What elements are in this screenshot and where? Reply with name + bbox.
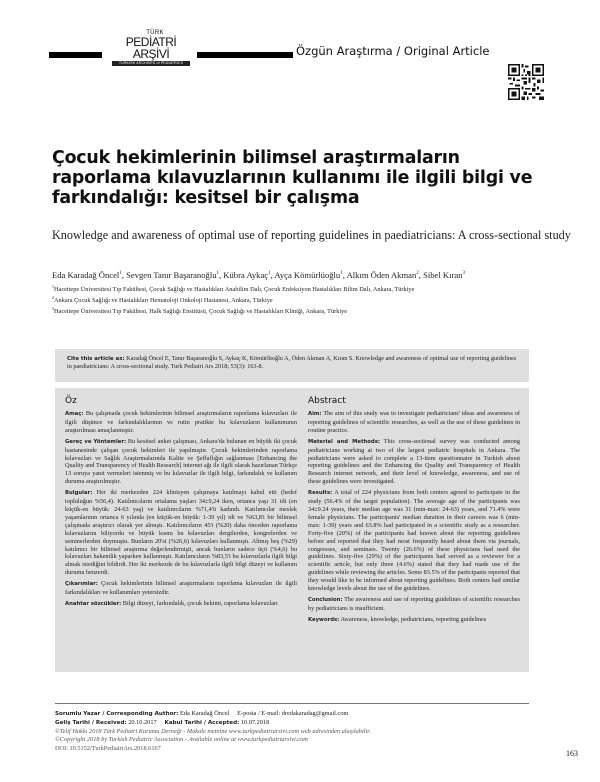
- affiliation-list: [52, 283, 582, 316]
- article-title-en: Knowledge and awareness of optimal use of reporting guidelines in paediatricians: A cross-sectional study: [52, 228, 571, 242]
- section-label: Amaç:: [65, 411, 84, 417]
- author-list: Eda Karadağ Öncel$^1$, Sevgen Tanır Başaranoğlu$^1$, Kübra Aykaç$^1$, Ayça Kömürlüoğlu$^1$, Alkım Öden Akman$^2$, Sibel Kıran$^3$: [52, 270, 465, 280]
- section-text: Bilgi düzeyi, farkındalık, çocuk hekimi, raporlama kılavuzları: [122, 599, 278, 607]
- doi-link[interactable]: DOI: 10.5152/TurkPediatriArs.2018.6167: [55, 745, 161, 753]
- author-affiliation-mark: 3: [462, 271, 465, 277]
- affiliation-number: 3: [52, 306, 54, 312]
- section-text: Her iki merkezden 224 klinisyen çalışmaya katılmayı kabul etti (hedef topluluğun %56,4). Katılımcıların ortalama yaşları 34±9,24 iken, ortanca yaşı 31 idi (en küçük-en büyük: 24-63 yaş) ve katılımcıların %71,4'ü kadındı. Katılımcılar meslek yaşamlarının ortanca 6 yılında (en küçük-en büyük: 1-39 yıl) idi ve %63,8'i bir bilimsel çalışmada araştırıcı olarak yer almıştı. Katılımcıların 45'i (%20) daha önceden raporlama kılavuzlarını biliyordu ve büyük kısmı bu kılavuzları dergilerden, kongrelerden ve seminerlerden duymuştu. Bunların 20'si (%26,6) kılavuzları kullanmıştı. Altmış beş (%29) katılımcı bir bilimsel araştırma değerlendirmişti, ancak bunların sadece üçü (%4,6) bu kılavuzları hakemlik yaparken kullanmıştı. Katılımcıların %83,5'i bu kılavuzlarla ilgili bilgi almak istediğini bildirdi. Her iki merkezde de bu kılavuzlarla ilgili bilgi düzeyi ve kullanım durumu benzerdi.: [65, 489, 297, 577]
- author: Alkım Öden Akman: [346, 270, 417, 280]
- corresponding-label: Sorumlu Yazar / Corresponding Author:: [55, 711, 179, 717]
- author-affiliation-mark: 2: [416, 271, 419, 277]
- author: Kübra Aykaç: [223, 270, 269, 280]
- logo-main-text: PEDİATRİ ARŞİVİ: [125, 35, 177, 61]
- email-label: E-posta / E-mail:: [237, 710, 281, 717]
- journal-logo: [112, 30, 190, 65]
- oz-section-cikarimlar: [65, 580, 297, 597]
- copyright-tr: ©Telif Hakkı 2018 Türk Pediatri Kurumu Derneği - Makale metnine www.turkpediatriarsivi.com web adresinden ulaşılabilir.: [55, 727, 371, 735]
- section-label: Bulgular:: [65, 490, 93, 497]
- abstract-section-results: [308, 489, 520, 593]
- section-label: Keywords:: [308, 616, 340, 623]
- oz-heading: Öz: [65, 396, 77, 406]
- oz-section-bulgular: [65, 489, 297, 577]
- affiliation: [52, 283, 582, 294]
- section-label: Material and Methods:: [308, 438, 380, 445]
- section-label: Aim:: [308, 411, 322, 417]
- author: Sibel Kıran: [423, 270, 463, 280]
- author: Ayça Kömürlüoğlu: [274, 270, 341, 280]
- citation-label: Cite this article as:: [67, 356, 125, 362]
- oz-section-anahtar: [65, 600, 297, 609]
- section-label: Results:: [308, 490, 333, 497]
- oz-section-amac: [65, 410, 297, 435]
- citation-box: [55, 349, 529, 382]
- qr-code-icon[interactable]: [508, 64, 544, 100]
- abstract-heading: Abstract: [308, 396, 346, 406]
- section-text: Bu kesitsel anket çalışması, Ankara'da bulunan en büyük iki çocuk hastanesinde çalışan çocuk hekimleri ile yapılmıştır. Çocuk hekimlerinden raporlama kılavuzları ve Sağlık Araştırmalarında Kalite ve Şeffaflığın sağlanması [Enhancing the Quality and Transparency of Health Research] internet ağı ile ilgili olarak hazırlanan Türkçe 13 soruya yanıt vermeleri istenmiş ve bu kılavuzlar ile ilgili bilgi, farkındalık ve kullanım durumu araştırılmıştır.: [65, 437, 298, 486]
- section-text: The awareness and use of reporting guidelines of scientific researches by pediatricians is insufficient.: [308, 595, 520, 612]
- corresponding-name: Eda Karadağ Öncel: [179, 710, 230, 717]
- article-title-tr: Çocuk hekimlerinin bilimsel araştırmaların raporlama kılavuzlarının kullanımı ile ilgili bilgi ve farkındalığı: kesitsel bir çalışma: [52, 148, 533, 208]
- affiliation-number: 2: [52, 295, 54, 301]
- email-link[interactable]: dredakaradag@gmail.com: [281, 710, 349, 717]
- section-label: Gereç ve Yöntemler:: [65, 438, 127, 445]
- author-affiliation-mark: 1: [268, 271, 271, 277]
- header-rule-left: [49, 52, 102, 58]
- affiliation-text: Ankara Çocuk Sağlığı ve Hastalıkları Hematoloji Onkoloji Hastanesi, Ankara, Türkiye: [54, 297, 273, 305]
- copyright-en: ©Copyright 2018 by Turkish Pediatric Association - Available online at www.turkpediatriarsivi.com: [55, 736, 308, 744]
- affiliation: [52, 294, 582, 305]
- section-text: The aim of this study was to investigate pediatricians' ideas and awareness of reporting guidelines of scientific researches, as well as the use of these guidelines in routine practice.: [308, 410, 520, 434]
- accepted-label: Kabul Tarihi / Accepted:: [164, 719, 240, 726]
- section-text: Awareness, knowledge, pediatricians, reporting guidelines: [340, 615, 487, 623]
- received-date: 20.10.2017: [128, 718, 157, 726]
- article-type-label: Özgün Araştırma / Original Article: [296, 44, 490, 58]
- abstract-section-methods: [308, 438, 520, 486]
- abstract-column: [308, 396, 520, 628]
- header-rule-mid: [197, 52, 293, 58]
- section-label: Conclusion:: [308, 596, 343, 603]
- corresponding-line: [55, 710, 535, 719]
- affiliation-text: Hacettepe Üniversitesi Tıp Fakültesi, Halk Sağlığı Enstitüsü, Çocuk Sağlığı ve Hastalıkları Kliniği, Ankara, Türkiye: [54, 308, 348, 316]
- abstract-section-conclusion: [308, 596, 520, 613]
- section-text: Çocuk hekimlerinin bilimsel araştırmaların raporlama kılavuzları ile ilgili farkındalıkları ve kullanımları yetersizdir.: [65, 580, 298, 597]
- article-footer: [55, 710, 535, 754]
- page-number: 163: [566, 749, 578, 758]
- section-text: A total of 224 physicians from both centers agreed to participate in the study (56.4% of the target population). The average age of the participants was 34±9.24 years, their median age was 31 (min-max: 24-63) years, and 71.4% were female physicians. The participants' median duration in their careers was 6 (min-max: 1-39) years and 63.8% had participated in a scientific study as a researcher. Forty-five (20%) of the participants had known about the reporting guidelines before and reported that they had most frequently heard about them via journals, congresses, and seminars. Twenty (26.6%) of these physicians had used the guidelines. Sixty-five (29%) of the participants had served as a reviewer for a scientific article, but only three (4.6%) stated that they had made use of the guidelines while reviewing the articles. Some 83.5% of the participants reported that they would like to be informed about reporting guidelines. Both centers had similar knowledge levels about the use of the guidelines.: [308, 489, 521, 593]
- footer-divider: [55, 703, 529, 704]
- section-label: Çıkarımlar:: [65, 581, 98, 588]
- author-affiliation-mark: 1: [340, 271, 343, 277]
- author: Eda Karadağ Öncel: [52, 270, 120, 280]
- section-label: Anahtar sözcükler:: [65, 600, 122, 607]
- dates-line: [55, 719, 535, 728]
- oz-column: [65, 396, 297, 612]
- affiliation: [52, 305, 582, 316]
- citation-text: Karadağ Öncel E, Tanır Başaranoğlu S, Aykaç K, Kömürlüoğlu A, Öden Akman A, Kıran S. Knowledge and awareness of optimal use of reporting guidelines in paediatricians: A cross-sectional study. Turk Pediatri Ars 2018; 53(3): 163-8.: [67, 355, 517, 371]
- section-text: Bu çalışmada çocuk hekimlerinin bilimsel araştırmaların raporlama kılavuzları ile ilgili düşünce ve farkındalıklarının ve rutin pratikte bu kılavuzların kullanımının araştırılması amaçlanmıştır.: [65, 410, 298, 434]
- author-affiliation-mark: 1: [119, 271, 122, 277]
- logo-top-text: TÜRK: [146, 30, 164, 36]
- oz-section-gerec: [65, 438, 297, 486]
- author: Sevgen Tanır Başaranoğlu: [126, 270, 217, 280]
- logo-sub-text: TURKISH ARCHIVES of PEDIATRICS: [112, 61, 190, 66]
- affiliation-text: Hacettepe Üniversitesi Tıp Fakültesi, Çocuk Sağlığı ve Hastalıkları Anabilim Dalı, Çocuk Enfeksiyon Hastalıkları Bilim Dalı, Ankara, Türkiye: [54, 286, 415, 294]
- section-text: This cross-sectional survey was conducted among pediatricians working at two of the largest pediatric hospitals in Ankara. The pediatricians were asked to complete a 13-item questionnaire in Turkish about reporting guidelines and the Enhancing the Quality and Transparency of Health Research internet network, and their level of knowledge, awareness, and use of these guidelines were investigated.: [308, 437, 521, 486]
- abstract-section-keywords: [308, 616, 520, 625]
- accepted-date: 10.07.2018: [240, 718, 270, 726]
- received-label: Geliş Tarihi / Received:: [55, 719, 127, 726]
- author-affiliation-mark: 1: [216, 271, 219, 277]
- abstract-section-aim: [308, 410, 520, 435]
- affiliation-number: 1: [52, 284, 54, 289]
